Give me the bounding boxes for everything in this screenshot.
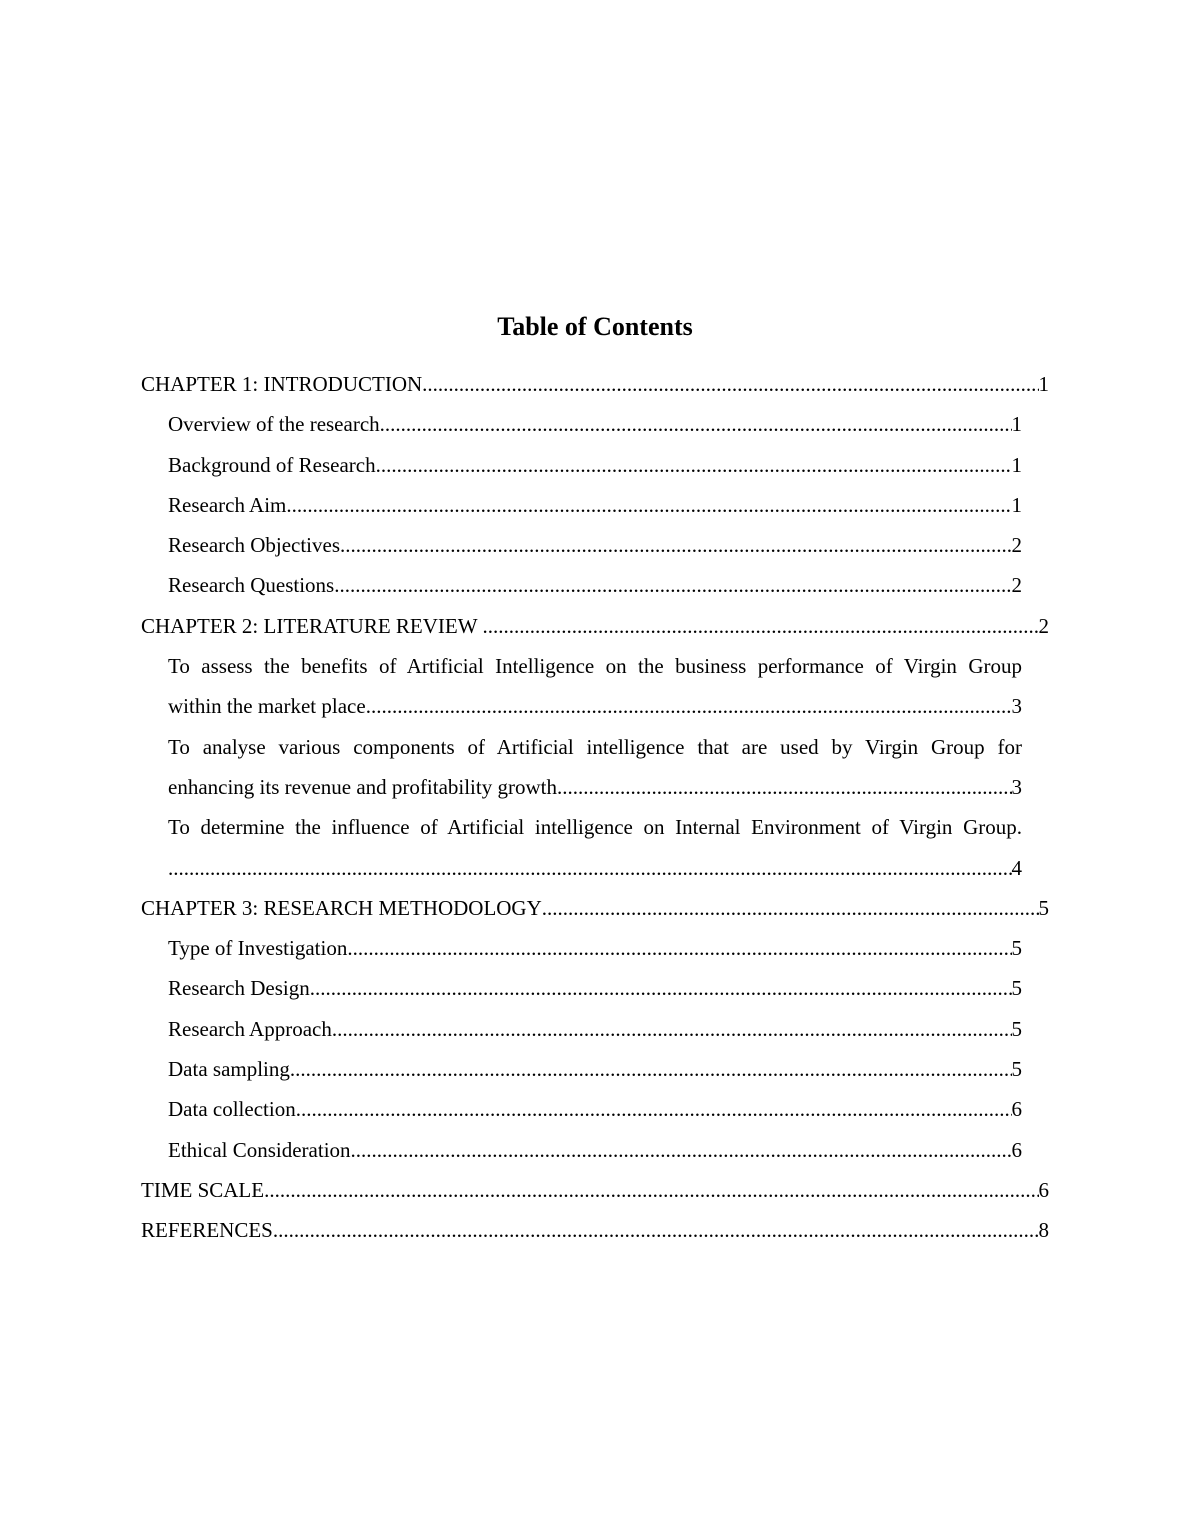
toc-entry-label: Ethical Consideration [168, 1137, 351, 1162]
toc-entry-determine-influence[interactable] [141, 807, 1049, 888]
toc-page-number: 5 [1011, 936, 1022, 961]
toc-entry-ethical-consideration[interactable] [141, 1130, 1049, 1170]
toc-entry-label: Research Approach [168, 1016, 332, 1041]
toc-entry-label: Research Objectives [168, 533, 341, 558]
toc-entry-research-design[interactable] [141, 968, 1049, 1008]
dot-leader [310, 968, 1012, 1008]
toc-entry-label-line-1: To determine the influence of Artificial intelligence on Internal Environment of Virgin Group. [168, 815, 1022, 840]
toc-entry-label: Research Aim [168, 492, 287, 517]
toc-page-number: 2 [1011, 533, 1022, 558]
toc-entry-background[interactable] [141, 445, 1049, 485]
dot-leader [376, 445, 1012, 485]
toc-entry-type-of-investigation[interactable] [141, 928, 1049, 968]
toc-entry-time-scale[interactable] [141, 1170, 1049, 1210]
dot-leader [296, 1089, 1012, 1129]
toc-page-number: 5 [1011, 1057, 1022, 1082]
toc-entry-chapter-1[interactable] [141, 364, 1049, 404]
table-of-contents [141, 364, 1049, 1251]
toc-entry-label: Background of Research [168, 452, 376, 477]
toc-page-number: 1 [1011, 412, 1022, 437]
toc-entry-label: CHAPTER 3: RESEARCH METHODOLOGY [141, 895, 542, 920]
dot-leader [347, 928, 1011, 968]
toc-entry-research-objectives[interactable] [141, 525, 1049, 565]
toc-entry-label: Overview of the research [168, 412, 380, 437]
toc-page-number: 3 [1011, 694, 1022, 719]
toc-entry-research-aim[interactable] [141, 485, 1049, 525]
dot-leader [542, 888, 1039, 928]
toc-page-number: 6 [1011, 1097, 1022, 1122]
toc-entry-label-line-2: enhancing its revenue and profitability growth [168, 774, 557, 799]
dot-leader [340, 525, 1011, 565]
dot-leader [380, 404, 1012, 444]
toc-entry-data-collection[interactable] [141, 1089, 1049, 1129]
dot-leader [422, 364, 1038, 404]
dot-leader [332, 1009, 1012, 1049]
toc-entry-label-line-2: within the market place [168, 694, 366, 719]
toc-entry-research-approach[interactable] [141, 1009, 1049, 1049]
toc-page-number: 3 [1011, 774, 1022, 799]
dot-leader [366, 686, 1012, 726]
dot-leader [351, 1130, 1012, 1170]
toc-entry-overview[interactable] [141, 404, 1049, 444]
toc-entry-label-line-1: To assess the benefits of Artificial Intelligence on the business performance of Virgin Group [168, 654, 1022, 679]
dot-leader [264, 1170, 1038, 1210]
toc-page-number: 5 [1011, 1016, 1022, 1041]
toc-entry-chapter-3[interactable] [141, 888, 1049, 928]
toc-page-number: 2 [1011, 573, 1022, 598]
toc-page-number: 6 [1038, 1177, 1049, 1202]
toc-page-number: 8 [1038, 1218, 1049, 1243]
toc-page-number: 1 [1038, 372, 1049, 396]
page-title: Table of Contents [497, 312, 693, 341]
dot-leader [557, 767, 1012, 807]
toc-entry-chapter-2[interactable] [141, 606, 1049, 646]
toc-entry-label-line-1: To analyse various components of Artificial intelligence that are used by Virgin Group for [168, 734, 1022, 759]
toc-entry-label: Research Questions [168, 573, 335, 598]
toc-entry-references[interactable] [141, 1210, 1049, 1250]
toc-page-number: 1 [1011, 492, 1022, 517]
toc-entry-label: Type of Investigation [168, 936, 348, 961]
toc-entry-label: Research Design [168, 976, 310, 1001]
dot-leader [482, 606, 1038, 646]
toc-page-number: 5 [1038, 895, 1049, 920]
dot-leader [273, 1210, 1039, 1250]
toc-page-number: 4 [1011, 855, 1022, 880]
dot-leader [334, 565, 1011, 605]
toc-entry-analyse-components[interactable] [141, 727, 1049, 808]
toc-entry-label: CHAPTER 2: LITERATURE REVIEW [141, 613, 483, 638]
toc-page-number: 2 [1038, 613, 1049, 638]
toc-entry-label: Data sampling [168, 1057, 290, 1082]
toc-page-number: 1 [1011, 452, 1022, 477]
toc-entry-label: Data collection [168, 1097, 296, 1122]
toc-entry-research-questions[interactable] [141, 565, 1049, 605]
dot-leader [168, 848, 1012, 888]
toc-page-number: 5 [1011, 976, 1022, 1001]
toc-entry-assess-benefits[interactable] [141, 646, 1049, 727]
toc-entry-label: CHAPTER 1: INTRODUCTION [141, 372, 423, 396]
dot-leader [290, 1049, 1012, 1089]
toc-entry-data-sampling[interactable] [141, 1049, 1049, 1089]
toc-entry-label: TIME SCALE [141, 1177, 265, 1202]
toc-page-number: 6 [1011, 1137, 1022, 1162]
toc-entry-label: REFERENCES [141, 1218, 273, 1243]
dot-leader [286, 485, 1011, 525]
